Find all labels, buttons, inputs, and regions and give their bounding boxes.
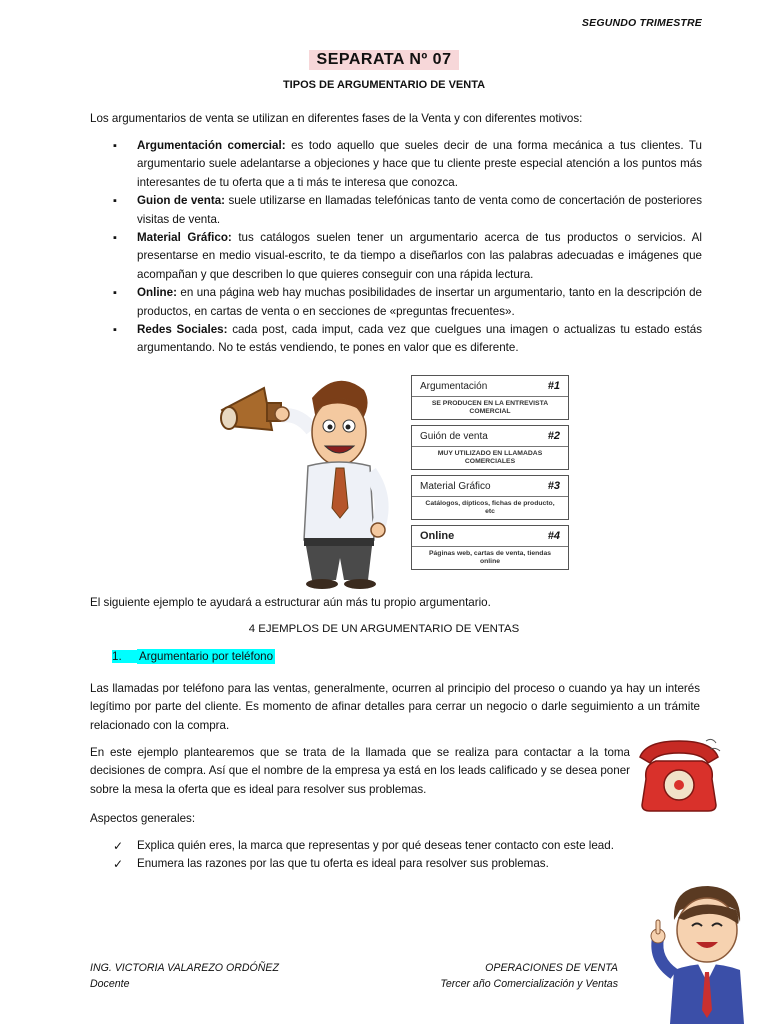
- argument-card: [411, 475, 569, 520]
- item-label: Argumentario por teléfono: [139, 650, 274, 663]
- footer-course: OPERACIONES DE VENTA: [485, 962, 618, 974]
- argument-card: [411, 375, 569, 420]
- card-header: [412, 376, 568, 397]
- intro-paragraph: Los argumentarios de venta se utilizan en diferentes fases de la Venta y con diferentes motivos:: [90, 112, 583, 125]
- megaphone-man-illustration: [212, 368, 412, 593]
- list-item: [112, 192, 702, 229]
- footer-author-block: [90, 960, 279, 992]
- footer-role: Docente: [90, 978, 130, 990]
- list-item: [112, 284, 702, 321]
- header-term: SEGUNDO TRIMESTRE: [581, 17, 702, 29]
- card-name: Argumentación: [420, 380, 488, 392]
- title-wrap: [0, 50, 768, 70]
- card-header: [412, 526, 568, 547]
- argument-card: [411, 525, 569, 570]
- footer-course-block: [400, 960, 618, 992]
- paragraph: En este ejemplo plantearemos que se trata de la llamada que se realiza para contactar a la toma decisiones de compra. Así que el nombre de la empresa ya está en los leads calificado y se desea poner sobre la mesa la oferta que es ideal para resolver sus problemas.: [90, 746, 630, 796]
- card-number: #4: [547, 530, 560, 542]
- card-header: [412, 476, 568, 497]
- page-title: SEPARATA Nº 07: [309, 50, 460, 70]
- bullet-term: Redes Sociales:: [137, 323, 228, 337]
- example-intro: El siguiente ejemplo te ayudará a estructurar aún más tu propio argumentario.: [90, 596, 491, 609]
- card-name: Material Gráfico: [420, 480, 491, 492]
- card-name: Online: [420, 530, 455, 542]
- list-item: ✓ Explica quién eres, la marca que representas y por qué deseas tener contacto con este lead.: [112, 837, 712, 855]
- page-subtitle: TIPOS DE ARGUMENTARIO DE VENTA: [282, 79, 486, 91]
- card-description: SE PRODUCEN EN LA ENTREVISTA COMERCIAL: [431, 400, 549, 415]
- card-name: Guión de venta: [420, 430, 488, 442]
- bullet-text: es todo aquello que sueles decir de una forma mecánica a tus clientes. Tu argumentario suele adelantarse a objeciones y hace que tu cliente preste especial atención a los puntos más interesantes de tu oferta que a ti más te interesa que conozca.: [137, 139, 702, 189]
- card-number: #1: [547, 380, 560, 392]
- bullet-text: suele utilizarse en llamadas telefónicas tanto de venta como de concertación de posteriores visitas de venta.: [137, 194, 702, 226]
- bullet-text: en una página web hay muchas posibilidades de insertar un argumentario, tanto en la descripción de productos, en cartas de venta o en secciones de «preguntas frecuentes».: [137, 286, 702, 318]
- footer-author: ING. VICTORIA VALAREZO ORDÓÑEZ: [90, 962, 279, 974]
- card-number: #2: [547, 430, 560, 442]
- bullet-text: cada post, cada imput, cada vez que cuelgues una imagen o actualizas tu estado estás argumentando. No te estás vendiendo, te pones en valor que es diferente.: [137, 323, 702, 355]
- aspects-list: [112, 837, 712, 874]
- card-description: Páginas web, cartas de venta, tiendas online: [428, 550, 551, 565]
- list-item: [112, 321, 702, 358]
- argument-types-list: [112, 137, 702, 358]
- argument-cards: [411, 375, 569, 575]
- list-item: [112, 137, 702, 192]
- aspects-label: Aspectos generales:: [90, 812, 196, 825]
- pointing-boy-illustration: [644, 880, 764, 1024]
- item-number: 1.: [112, 650, 137, 663]
- list-item: ✓ Enumera las razones por las que tu oferta es ideal para resolver sus problemas.: [112, 855, 712, 873]
- card-description: MUY UTILIZADO EN LLAMADAS COMERCIALES: [437, 450, 543, 465]
- bullet-text: tus catálogos suelen tener un argumentario acerca de tus productos o servicios. Al presentarse en medio visual-escrito, te da tiempo a diseñarlos con las palabras adecuadas e imágenes que acompañan y que describen lo que quieres conseguir con una rápida lectura.: [137, 231, 702, 281]
- paragraph: Las llamadas por teléfono para las ventas, generalmente, ocurren al principio del proceso o cuando ya hay un interés legítimo por parte del cliente. Es momento de afinar detalles para cerrar un negocio o darle seguimiento a un trámite relacionado con la compra.: [90, 682, 700, 732]
- card-number: #3: [547, 480, 560, 492]
- footer-program: Tercer año Comercialización y Ventas: [440, 978, 618, 990]
- argument-card: [411, 425, 569, 470]
- bullet-term: Online:: [137, 286, 177, 300]
- bullet-term: Guion de venta:: [137, 194, 226, 208]
- bullet-term: Material Gráfico:: [137, 231, 232, 245]
- section-heading: 4 EJEMPLOS DE UN ARGUMENTARIO DE VENTAS: [248, 623, 520, 635]
- numbered-item: [112, 650, 275, 663]
- list-item: [112, 229, 702, 284]
- card-description: Catálogos, dípticos, fichas de producto, etc: [425, 500, 555, 515]
- red-telephone-illustration: [636, 735, 722, 815]
- bullet-term: Argumentación comercial:: [137, 139, 286, 152]
- card-header: [412, 426, 568, 447]
